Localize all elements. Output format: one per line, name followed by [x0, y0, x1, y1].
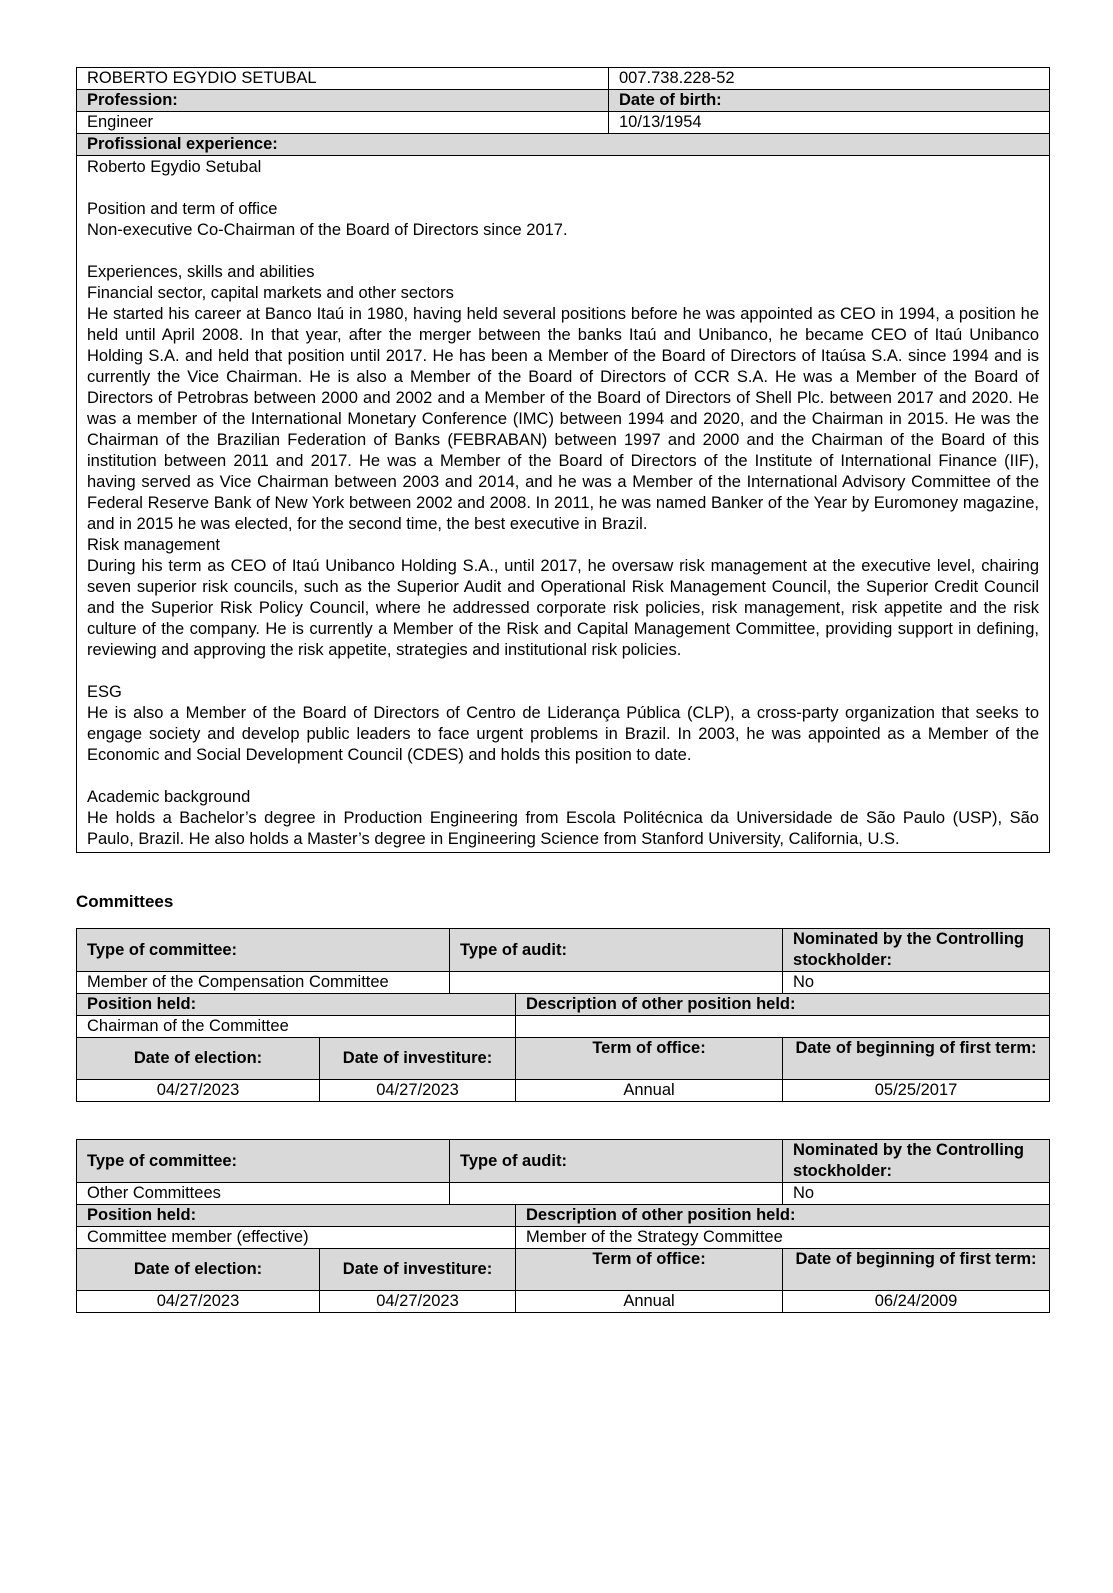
committee-table-2: [76, 1139, 1050, 1313]
type-audit-label: Type of audit:: [450, 1140, 783, 1183]
date-election-value: 04/27/2023: [77, 1080, 320, 1102]
profession-value: Engineer: [77, 112, 609, 134]
term-office-value: Annual: [516, 1291, 783, 1313]
date-election-label: Date of election:: [77, 1249, 320, 1291]
academic-heading: Academic background: [87, 788, 251, 806]
description-other-label: Description of other position held:: [516, 994, 1050, 1016]
academic-text: He holds a Bachelor’s degree in Production Engineering from Escola Politécnica da Universidade de São Paulo (USP), São Paulo, Brazil. He also holds a Master’s degree in Engineering Science from Stanford University, California, U.S.: [87, 809, 1039, 848]
date-beginning-label: Date of beginning of first term:: [783, 1249, 1050, 1291]
experience-body: [77, 156, 1050, 853]
dob-label: Date of birth:: [609, 90, 1050, 112]
date-beginning-label: Date of beginning of first term:: [783, 1038, 1050, 1080]
experience-name: Roberto Egydio Setubal: [87, 158, 262, 176]
description-other-label: Description of other position held:: [516, 1205, 1050, 1227]
committees-title: Committees: [76, 892, 174, 911]
description-other-value: Member of the Strategy Committee: [516, 1227, 1050, 1249]
date-election-value: 04/27/2023: [77, 1291, 320, 1313]
date-investiture-label: Date of investiture:: [320, 1249, 516, 1291]
nominated-label: Nominated by the Controlling stockholder:: [783, 1140, 1050, 1183]
document-page: [76, 67, 1049, 1350]
date-beginning-value: 06/24/2009: [783, 1291, 1050, 1313]
financial-heading: Financial sector, capital markets and other sectors: [87, 284, 454, 302]
type-committee-label: Type of committee:: [77, 1140, 450, 1183]
risk-text: During his term as CEO of Itaú Unibanco Holding S.A., until 2017, he oversaw risk management at the executive level, chairing seven superior risk councils, such as the Superior Audit and Operational Risk Management Council, the Superior Credit Council and the Superior Risk Policy Council, where he addressed corporate risk policies, risk management, risk appetite and the risk culture of the company. He is currently a Member of the Risk and Capital Management Committee, providing support in defining, reviewing and approving the risk appetite, strategies and institutional risk policies.: [87, 557, 1039, 659]
term-office-label: Term of office:: [516, 1249, 783, 1291]
date-election-label: Date of election:: [77, 1038, 320, 1080]
position-held-value: Chairman of the Committee: [77, 1016, 516, 1038]
nominated-value: No: [783, 1183, 1050, 1205]
term-office-value: Annual: [516, 1080, 783, 1102]
skills-heading: Experiences, skills and abilities: [87, 263, 315, 281]
person-name: ROBERTO EGYDIO SETUBAL: [77, 68, 609, 90]
date-beginning-value: 05/25/2017: [783, 1080, 1050, 1102]
description-other-value: [516, 1016, 1050, 1038]
type-audit-label: Type of audit:: [450, 929, 783, 972]
type-committee-value: Other Committees: [77, 1183, 450, 1205]
financial-text: He started his career at Banco Itaú in 1980, having held several positions before he was appointed as CEO in 1994, a position he held until April 2008. In that year, after the merger between the banks Itaú and Unibanco, he became CEO of Itaú Unibanco Holding S.A. and held that position until 2017. He has been a Member of the Board of Directors of Itaúsa S.A. since 1994 and is currently the Vice Chairman. He is also a Member of the Board of Directors of CCR S.A. He was a Member of the Board of Directors of Petrobras between 2000 and 2002 and a Member of the Board of Directors of Shell Plc. between 2017 and 2020. He was a member of the International Monetary Conference (IMC) between 1994 and 2020, and the Chairman in 2015. He was the Chairman of the Brazilian Federation of Banks (FEBRABAN) between 1997 and 2000 and the Chairman of the Board of this institution between 2011 and 2017. He was a Member of the Board of Directors of the Institute of International Finance (IIF), having served as Vice Chairman between 2003 and 2014, and he was a Member of the International Advisory Committee of the Federal Reserve Bank of New York between 2002 and 2008. In 2011, he was named Banker of the Year by Euromoney magazine, and in 2015 he was elected, for the second time, the best executive in Brazil.: [87, 305, 1039, 533]
date-investiture-label: Date of investiture:: [320, 1038, 516, 1080]
term-office-label: Term of office:: [516, 1038, 783, 1080]
type-audit-value: [450, 972, 783, 994]
type-audit-value: [450, 1183, 783, 1205]
esg-text: He is also a Member of the Board of Directors of Centro de Liderança Pública (CLP), a cross-party organization that seeks to engage society and develop public leaders to face urgent problems in Brazil. In 2003, he was appointed as a Member of the Economic and Social Development Council (CDES) and holds this position to date.: [87, 704, 1039, 764]
person-id-number: 007.738.228-52: [609, 68, 1050, 90]
risk-heading: Risk management: [87, 536, 220, 554]
date-investiture-value: 04/27/2023: [320, 1080, 516, 1102]
type-committee-value: Member of the Compensation Committee: [77, 972, 450, 994]
experience-label: Profissional experience:: [77, 134, 1050, 156]
position-held-label: Position held:: [77, 1205, 516, 1227]
position-text: Non-executive Co-Chairman of the Board of Directors since 2017.: [87, 221, 568, 239]
esg-heading: ESG: [87, 683, 122, 701]
dob-value: 10/13/1954: [609, 112, 1050, 134]
profession-label: Profession:: [77, 90, 609, 112]
date-investiture-value: 04/27/2023: [320, 1291, 516, 1313]
nominated-label: Nominated by the Controlling stockholder:: [783, 929, 1050, 972]
committee-table-1: [76, 928, 1050, 1102]
position-heading: Position and term of office: [87, 200, 278, 218]
position-held-label: Position held:: [77, 994, 516, 1016]
position-held-value: Committee member (effective): [77, 1227, 516, 1249]
type-committee-label: Type of committee:: [77, 929, 450, 972]
profile-table: [76, 67, 1050, 853]
nominated-value: No: [783, 972, 1050, 994]
